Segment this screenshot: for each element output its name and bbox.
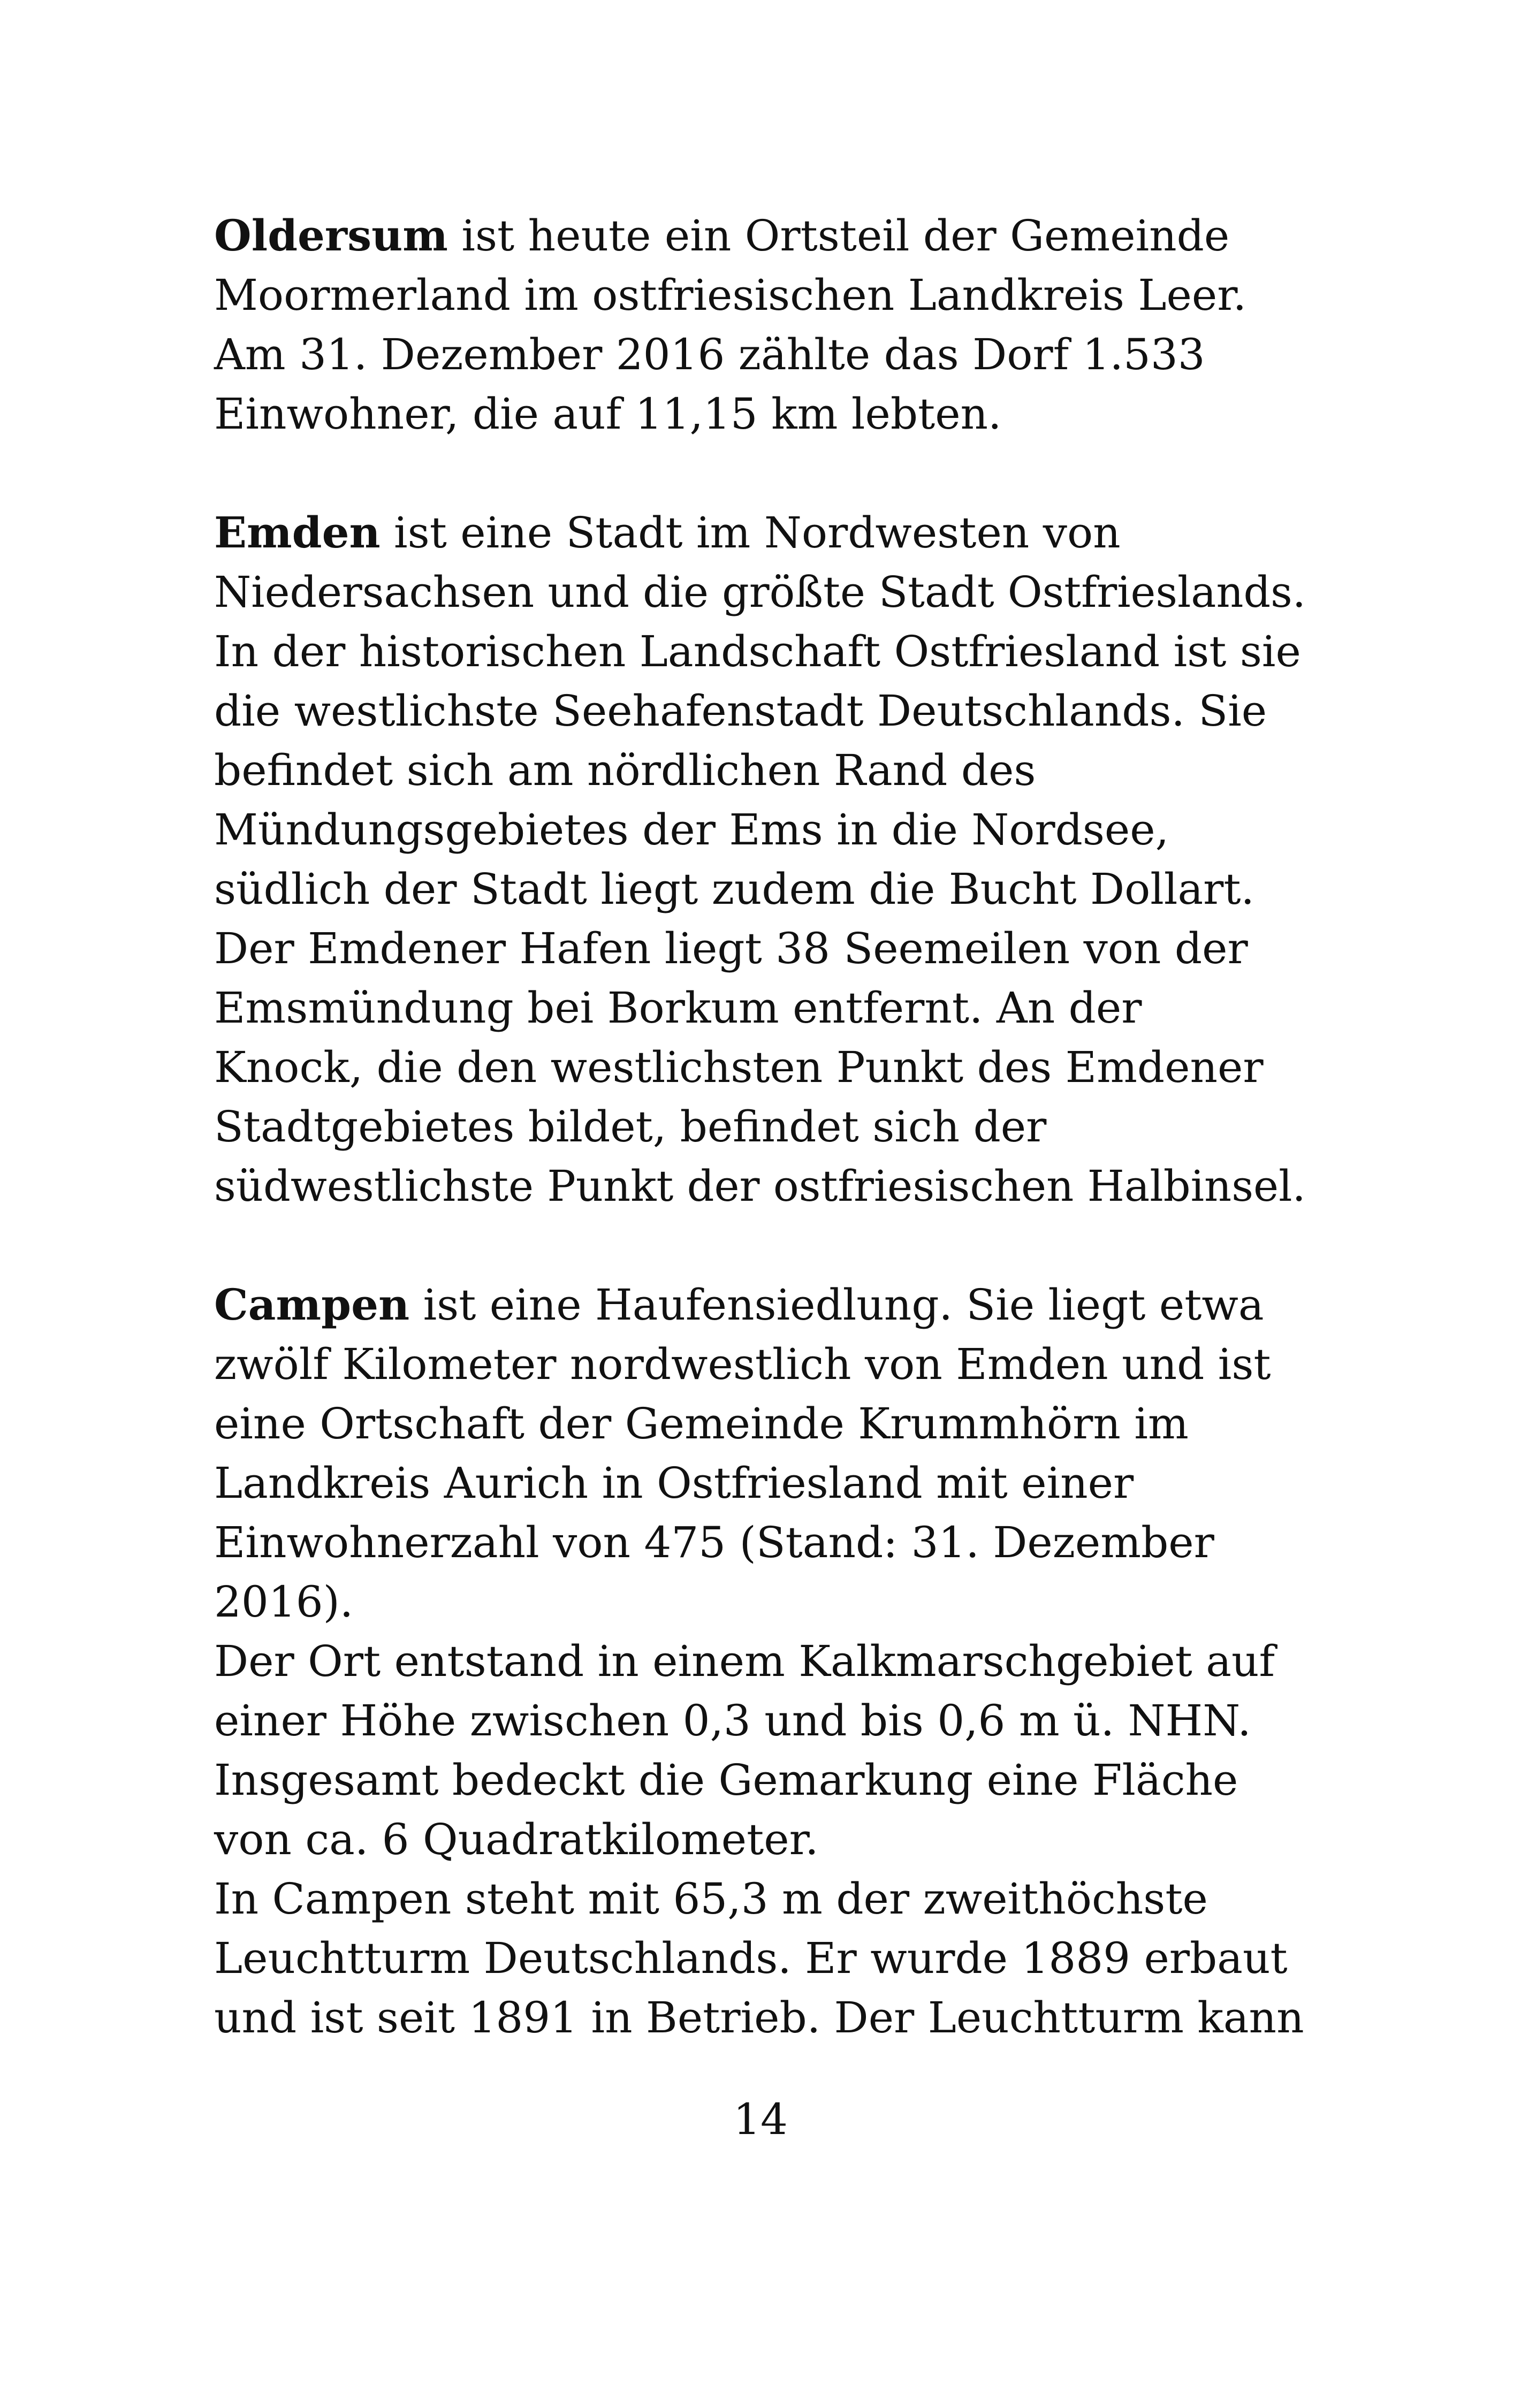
text-line: In Campen steht mit 65,3 m der zweithöchste xyxy=(214,1874,1208,1924)
text-line: Moormerland im ostfriesischen Landkreis Leer. xyxy=(214,270,1247,320)
text-line: Emsmündung bei Borkum entfernt. An der xyxy=(214,983,1142,1033)
text-line: von ca. 6 Quadratkilometer. xyxy=(214,1815,819,1864)
text-line: Stadtgebietes bildet, befindet sich der xyxy=(214,1102,1047,1152)
text-line: einer Höhe zwischen 0,3 und bis 0,6 m ü. NHN. xyxy=(214,1696,1251,1746)
text-run: ist eine Haufensiedlung. Sie liegt etwa xyxy=(409,1280,1264,1330)
text-line: Der Ort entstand in einem Kalkmarschgebiet auf xyxy=(214,1636,1275,1686)
text-line: befindet sich am nördlichen Rand des xyxy=(214,745,1036,795)
page-body xyxy=(214,206,1306,2047)
text-line: zwölf Kilometer nordwestlich von Emden und ist xyxy=(214,1339,1271,1389)
text-line: Der Emdener Hafen liegt 38 Seemeilen von der xyxy=(214,924,1248,973)
text-line: südlich der Stadt liegt zudem die Bucht Dollart. xyxy=(214,864,1254,914)
term-emden: Emden xyxy=(214,507,381,558)
text-line: Niedersachsen und die größte Stadt Ostfrieslands. xyxy=(214,567,1306,617)
paragraph-campen xyxy=(214,1275,1306,2047)
text-line: und ist seit 1891 in Betrieb. Der Leuchtturm kann xyxy=(214,1993,1304,2043)
text-line: Knock, die den westlichsten Punkt des Emdener xyxy=(214,1042,1264,1092)
page-number: 14 xyxy=(733,2094,788,2144)
text-line: In der historischen Landschaft Ostfriesland ist sie xyxy=(214,627,1301,676)
text-line xyxy=(214,206,1306,265)
text-line: Mündungsgebietes der Ems in die Nordsee, xyxy=(214,805,1169,855)
text-line: Einwohnerzahl von 475 (Stand: 31. Dezember xyxy=(214,1518,1214,1567)
text-run: ist heute ein Ortsteil der Gemeinde xyxy=(447,211,1230,261)
text-line: eine Ortschaft der Gemeinde Krummhörn im xyxy=(214,1399,1189,1449)
text-line xyxy=(214,503,1306,562)
term-oldersum: Oldersum xyxy=(214,210,448,261)
text-line: die westlichste Seehafenstadt Deutschlands. Sie xyxy=(214,686,1267,736)
text-line: Am 31. Dezember 2016 zählte das Dorf 1.533 xyxy=(214,330,1205,379)
text-run: ist eine Stadt im Nordwesten von xyxy=(380,508,1121,558)
paragraph-emden xyxy=(214,503,1306,1216)
text-line: Insgesamt bedeckt die Gemarkung eine Fläche xyxy=(214,1755,1238,1805)
text-line: Landkreis Aurich in Ostfriesland mit einer xyxy=(214,1458,1134,1508)
text-line: Leuchtturm Deutschlands. Er wurde 1889 erbaut xyxy=(214,1933,1288,1983)
text-line xyxy=(214,1275,1306,1335)
text-line: 2016). xyxy=(214,1577,354,1627)
paragraph-oldersum xyxy=(214,206,1306,444)
text-line: südwestlichste Punkt der ostfriesischen Halbinsel. xyxy=(214,1161,1306,1211)
text-line: Einwohner, die auf 11,15 km lebten. xyxy=(214,389,1002,439)
term-campen: Campen xyxy=(214,1279,410,1330)
